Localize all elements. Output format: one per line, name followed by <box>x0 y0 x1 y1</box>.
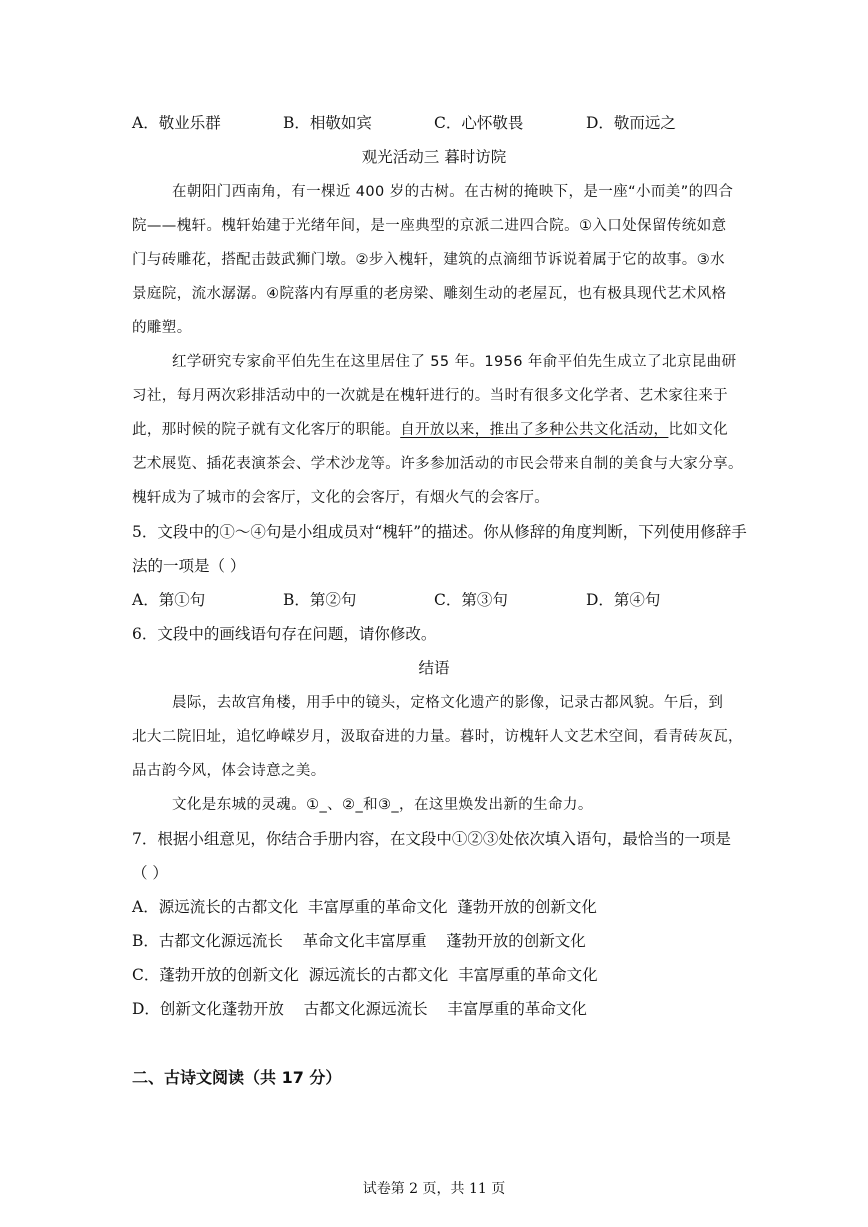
q5-stem-line1: 5．文段中的①～④句是小组成员对“槐轩”的描述。你从修辞的角度判断，下列使用修辞手 <box>132 523 747 541</box>
activity3-para1-line3: 门与砖雕花，搭配击鼓武狮门墩。②步入槐轩，建筑的点滴细节诉说着属于它的故事。③水 <box>132 252 725 268</box>
activity3-para2-line4: 艺术展览、插花表演茶会、学术沙龙等。许多参加活动的市民会带来自制的美食与大家分享。 <box>132 456 743 472</box>
underlined-sentence: 自开放以来，推出了多种公共文化活动， <box>400 422 669 438</box>
q7-option-b: B．古都文化源远流长 革命文化丰富厚重 蓬勃开放的创新文化 <box>132 932 586 950</box>
q5-option-d: D．第④句 <box>586 591 661 609</box>
activity3-para1-line1: 在朝阳门西南角，有一棵近 400 岁的古树。在古树的掩映下，是一座“小而美”的四合 <box>172 184 734 200</box>
conclusion-title: 结语 <box>418 659 450 677</box>
q4-option-d: D．敬而远之 <box>586 114 676 132</box>
activity3-para1-line2: 院——槐轩。槐轩始建于光绪年间，是一座典型的京派二进四合院。①入口处保留传统如意 <box>132 218 727 234</box>
q7-option-a: A．源远流长的古都文化 丰富厚重的革命文化 蓬勃开放的创新文化 <box>132 898 597 916</box>
conclusion-para1-line2: 北大二院旧址，追忆峥嵘岁月，汲取奋进的力量。暮时，访槐轩人文艺术空间，看青砖灰瓦， <box>132 729 743 745</box>
q7-stem-line2: （ ） <box>132 864 168 882</box>
q6-stem: 6．文段中的画线语句存在问题，请你修改。 <box>132 625 437 643</box>
conclusion-para1-line1: 晨际，去故宫角楼，用手中的镜头，定格文化遗产的影像，记录古都风貌。午后，到 <box>172 695 724 711</box>
page-footer: 试卷第 2 页，共 11 页 <box>362 1181 506 1197</box>
activity3-title: 观光活动三 暮时访院 <box>361 148 507 166</box>
q7-stem-line1: 7．根据小组意见，你结合手册内容，在文段中①②③处依次填入语句，最恰当的一项是 <box>132 830 731 848</box>
conclusion-para1-line3: 品古韵今风，体会诗意之美。 <box>132 763 326 779</box>
q4-option-a: A．敬业乐群 <box>132 114 221 132</box>
activity3-para2-line3 <box>132 420 742 440</box>
para2-line3-suffix: 比如文化 <box>668 422 729 438</box>
activity3-para2-line5: 槐轩成为了城市的会客厅，文化的会客厅，有烟火气的会客厅。 <box>132 490 550 506</box>
q5-option-a: A．第①句 <box>132 591 206 609</box>
q5-stem-line2: 法的一项是（ ） <box>132 557 246 575</box>
q5-option-b: B．第②句 <box>283 591 357 609</box>
activity3-para1-line5: 的雕塑。 <box>132 320 192 336</box>
q5-option-c: C．第③句 <box>434 591 508 609</box>
section2-heading: 二、古诗文阅读（共 17 分） <box>132 1068 342 1087</box>
q4-option-b: B．相敬如宾 <box>283 114 372 132</box>
activity3-para1-line4: 景庭院，流水潺潺。④院落内有厚重的老房梁、雕刻生动的老屋瓦，也有极具现代艺术风格 <box>132 286 727 302</box>
conclusion-para2: 文化是东城的灵魂。①_、②_和③_，在这里焕发出新的生命力。 <box>172 797 593 813</box>
para2-line3-prefix: 此，那时候的院子就有文化客厅的职能。 <box>132 422 401 438</box>
activity3-para2-line1: 红学研究专家俞平伯先生在这里居住了 55 年。1956 年俞平伯先生成立了北京昆曲研 <box>172 354 737 370</box>
q4-option-c: C．心怀敬畏 <box>434 114 524 132</box>
q7-option-c: C．蓬勃开放的创新文化 源远流长的古都文化 丰富厚重的革命文化 <box>132 966 598 984</box>
activity3-para2-line2: 习社，每月两次彩排活动中的一次就是在槐轩进行的。当时有很多文化学者、艺术家往来于 <box>132 388 728 404</box>
q7-option-d: D．创新文化蓬勃开放 古都文化源远流长 丰富厚重的革命文化 <box>132 1000 587 1018</box>
